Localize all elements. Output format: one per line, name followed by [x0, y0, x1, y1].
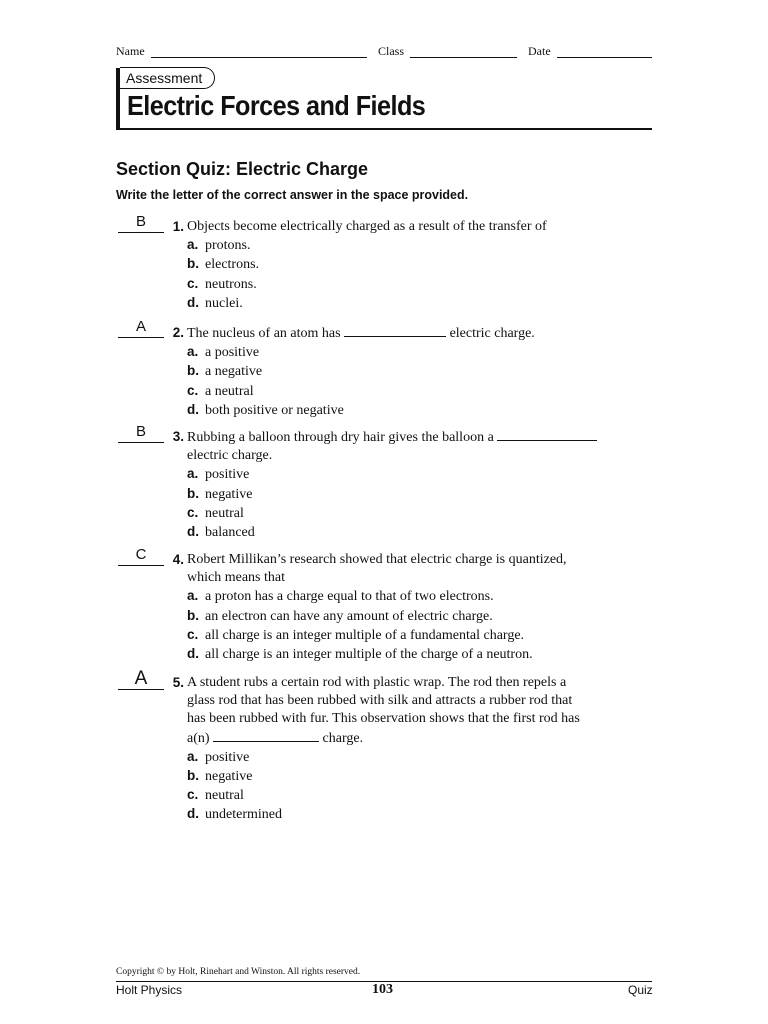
stem-text: a(n) — [187, 730, 210, 746]
fill-in-blank — [213, 729, 319, 742]
option-text: nuclei. — [205, 295, 243, 311]
option-letter: c. — [187, 504, 199, 520]
question-stem-line2: electric charge. — [187, 448, 273, 464]
option-d — [187, 523, 656, 542]
option-letter: a. — [187, 748, 199, 764]
question-stem — [187, 324, 656, 343]
stem-text: The nucleus of an atom has — [187, 326, 341, 341]
option-letter: d. — [187, 646, 199, 662]
footer-type: Quiz — [628, 983, 653, 997]
option-b — [187, 485, 656, 504]
option-letter: b. — [187, 768, 199, 784]
option-text: positive — [205, 749, 250, 765]
option-text: neutral — [205, 788, 244, 804]
option-a — [187, 236, 656, 255]
option-c — [187, 786, 656, 805]
option-letter: d. — [187, 294, 199, 310]
name-field[interactable] — [151, 57, 367, 58]
option-a — [187, 343, 656, 362]
question-number: 4. — [172, 552, 184, 567]
option-text: neutrons. — [205, 276, 257, 292]
answer-blank-4[interactable]: C — [118, 548, 164, 566]
option-text: a negative — [205, 364, 263, 380]
question-stem-line2: which means that — [187, 570, 285, 586]
option-text: an electron can have any amount of electric charge. — [205, 608, 493, 624]
option-a — [187, 587, 656, 606]
option-d — [187, 401, 656, 420]
stem-text: electric charge. — [449, 326, 535, 341]
question-1 — [116, 213, 656, 313]
option-letter: b. — [187, 363, 199, 379]
option-letter: c. — [187, 787, 199, 803]
option-c — [187, 275, 656, 294]
option-letter: b. — [187, 607, 199, 623]
option-d — [187, 645, 656, 664]
option-b — [187, 362, 656, 381]
question-number: 5. — [172, 675, 184, 690]
option-letter: a. — [187, 588, 199, 604]
option-letter: c. — [187, 626, 199, 642]
option-text: a positive — [205, 345, 260, 361]
option-b — [187, 255, 656, 274]
option-text: electrons. — [205, 257, 260, 273]
fill-in-blank — [344, 324, 446, 337]
answer-blank-1[interactable]: B — [118, 215, 164, 233]
stem-text: charge. — [322, 730, 364, 746]
option-letter: a. — [187, 344, 199, 360]
option-text: undetermined — [205, 807, 282, 823]
option-letter: d. — [187, 524, 199, 540]
chapter-title: Electric Forces and Fields — [127, 90, 426, 121]
option-text: all charge is an integer multiple of a fundamental charge. — [205, 627, 525, 643]
page-number: 103 — [372, 982, 393, 997]
option-a — [187, 748, 656, 767]
option-text: both positive or negative — [205, 402, 344, 418]
question-number: 1. — [172, 219, 184, 234]
option-text: negative — [205, 769, 253, 785]
name-label: Name — [116, 44, 145, 58]
option-letter: c. — [187, 275, 199, 291]
question-5 — [116, 668, 656, 825]
option-text: protons. — [205, 238, 251, 254]
answer-blank-5[interactable]: A — [118, 670, 164, 690]
fill-in-blank — [497, 428, 597, 441]
option-d — [187, 294, 656, 313]
answer-blank-3[interactable]: B — [118, 425, 164, 443]
question-stem: A student rubs a certain rod with plastic wrap. The rod then repels a — [187, 675, 567, 690]
section-title: Section Quiz: Electric Charge — [116, 159, 369, 179]
stem-text: Rubbing a balloon through dry hair gives the balloon a — [187, 430, 494, 445]
question-stem — [187, 428, 656, 447]
option-c — [187, 504, 656, 523]
instructions: Write the letter of the correct answer in the space provided. — [116, 187, 469, 202]
assessment-tab: Assessment — [120, 67, 215, 89]
question-3 — [116, 423, 656, 542]
option-letter: a. — [187, 237, 199, 253]
option-letter: c. — [187, 382, 199, 398]
question-number: 3. — [172, 429, 184, 444]
option-letter: a. — [187, 466, 199, 482]
option-text: a proton has a charge equal to that of two electrons. — [205, 589, 494, 605]
copyright: Copyright © by Holt, Rinehart and Winston. All rights reserved. — [116, 967, 361, 977]
option-text: positive — [205, 467, 250, 483]
option-text: a neutral — [205, 383, 254, 399]
question-4 — [116, 546, 656, 664]
class-field[interactable] — [410, 57, 517, 58]
class-label: Class — [378, 44, 405, 58]
question-stem: Robert Millikan’s research showed that electric charge is quantized, — [187, 552, 567, 567]
option-text: balanced — [205, 525, 255, 541]
answer-blank-2[interactable]: A — [118, 320, 164, 338]
question-number: 2. — [172, 325, 184, 340]
option-letter: d. — [187, 806, 199, 822]
option-text: all charge is an integer multiple of the charge of a neutron. — [205, 647, 533, 663]
option-c — [187, 382, 656, 401]
option-d — [187, 805, 656, 824]
option-letter: b. — [187, 256, 199, 272]
option-b — [187, 607, 656, 626]
date-label: Date — [528, 44, 551, 58]
option-c — [187, 626, 656, 645]
option-a — [187, 465, 656, 484]
option-text: neutral — [205, 505, 244, 521]
question-stem-line3: has been rubbed with fur. This observation shows that the first rod has — [187, 711, 580, 727]
banner-rule — [116, 128, 652, 130]
question-stem: Objects become electrically charged as a result of the transfer of — [187, 219, 547, 234]
question-stem-line4 — [187, 729, 656, 748]
option-b — [187, 767, 656, 786]
question-2 — [116, 318, 656, 420]
book-title: Holt Physics — [116, 983, 183, 997]
question-stem-line2: glass rod that has been rubbed with silk and attracts a rubber rod that — [187, 693, 573, 709]
date-field[interactable] — [557, 57, 652, 58]
option-letter: d. — [187, 401, 199, 417]
option-text: negative — [205, 486, 253, 502]
option-letter: b. — [187, 485, 199, 501]
